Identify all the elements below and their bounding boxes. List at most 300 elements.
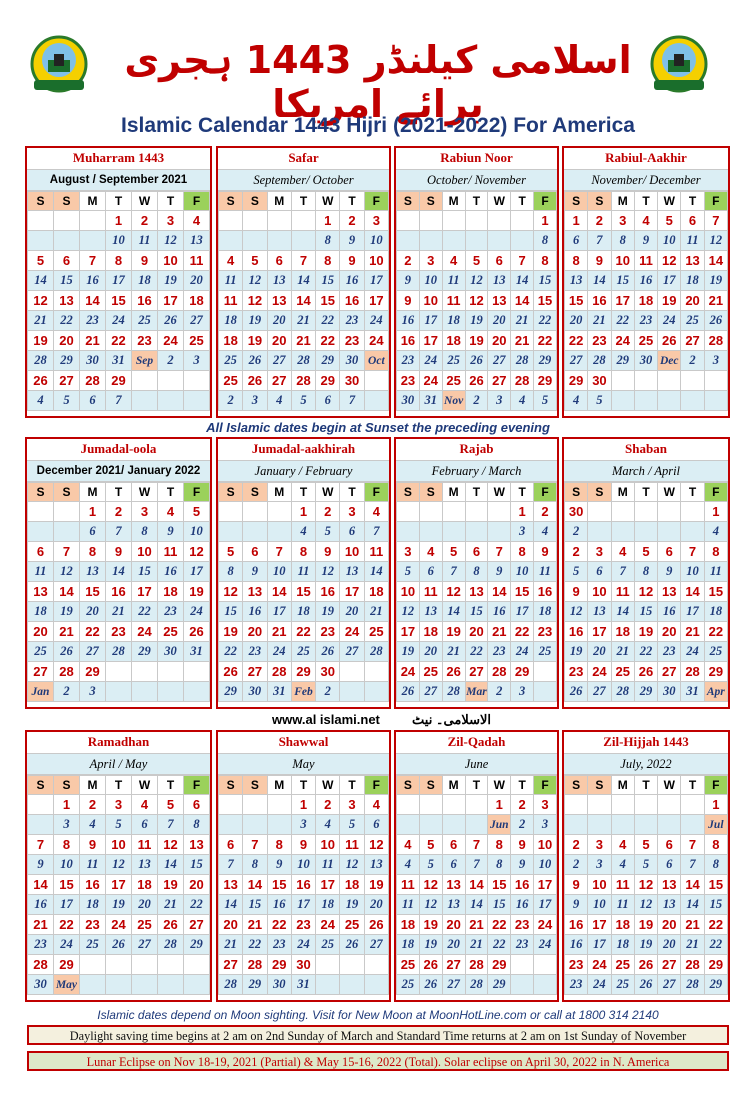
weekday-header: S	[565, 776, 588, 795]
hijri-day: 14	[80, 291, 106, 311]
hijri-day: 10	[316, 835, 340, 855]
hijri-day: 20	[658, 915, 681, 935]
hijri-day: 3	[340, 795, 364, 815]
gregorian-day: 13	[184, 231, 210, 251]
hijri-day: 20	[465, 622, 488, 642]
gregorian-day: 24	[534, 935, 557, 955]
hijri-day: 2	[511, 795, 534, 815]
gregorian-day: 2	[565, 522, 588, 542]
gregorian-day: 11	[291, 562, 315, 582]
gregorian-day: 23	[634, 311, 657, 331]
weekday-header: F	[704, 192, 727, 211]
hijri-day: 6	[488, 251, 511, 271]
hijri-day: 11	[419, 582, 442, 602]
hijri-day: 1	[704, 502, 727, 522]
hijri-day	[158, 371, 184, 391]
hijri-day: 19	[419, 915, 442, 935]
gregorian-month-start: Mar	[465, 682, 488, 702]
gregorian-day: 9	[634, 231, 657, 251]
hijri-day: 25	[364, 622, 388, 642]
hijri-day: 19	[634, 622, 657, 642]
gregorian-day	[634, 522, 657, 542]
hijri-day	[634, 371, 657, 391]
gregorian-day	[340, 975, 364, 995]
weekday-header: T	[511, 192, 534, 211]
hijri-day: 16	[565, 622, 588, 642]
hijri-month-name: Shawwal	[218, 732, 389, 754]
hijri-day	[184, 955, 210, 975]
hijri-day: 6	[54, 251, 80, 271]
hijri-day: 19	[364, 875, 388, 895]
gregorian-day: 20	[340, 602, 364, 622]
weekday-header: S	[588, 483, 611, 502]
gregorian-day: 24	[681, 642, 704, 662]
hijri-day: 25	[397, 955, 420, 975]
gregorian-day	[488, 231, 511, 251]
hijri-day: 13	[465, 582, 488, 602]
hijri-day: 4	[611, 835, 634, 855]
hijri-day: 23	[534, 622, 557, 642]
hijri-day: 26	[364, 915, 388, 935]
hijri-day: 18	[419, 622, 442, 642]
gregorian-day: 28	[588, 351, 611, 371]
weekday-header: T	[511, 776, 534, 795]
weekday-header: W	[658, 483, 681, 502]
hijri-day: 25	[442, 371, 465, 391]
hijri-day: 1	[80, 502, 106, 522]
hijri-day: 3	[611, 211, 634, 231]
gregorian-day: 26	[106, 935, 132, 955]
hijri-day	[704, 371, 727, 391]
hijri-day: 29	[291, 662, 315, 682]
hijri-day: 26	[28, 371, 54, 391]
hijri-day: 7	[54, 542, 80, 562]
hijri-day: 16	[565, 915, 588, 935]
gregorian-day: 3	[588, 855, 611, 875]
gregorian-day: 16	[397, 311, 420, 331]
gregorian-day: 27	[565, 351, 588, 371]
hijri-day: 15	[488, 875, 511, 895]
hijri-day: 6	[28, 542, 54, 562]
hijri-day: 4	[397, 835, 420, 855]
gregorian-day: 26	[465, 351, 488, 371]
hijri-day: 14	[511, 291, 534, 311]
hijri-day: 29	[511, 662, 534, 682]
weekday-header: M	[442, 776, 465, 795]
gregorian-day: 17	[511, 602, 534, 622]
hijri-day: 9	[534, 542, 557, 562]
gregorian-day: 19	[565, 642, 588, 662]
hijri-day: 9	[511, 835, 534, 855]
hijri-month-name: Jumadal-aakhirah	[218, 439, 389, 461]
hijri-day	[465, 502, 488, 522]
gregorian-day: 30	[658, 682, 681, 702]
gregorian-day: 24	[106, 311, 132, 331]
gregorian-day	[658, 391, 681, 411]
hijri-day: 18	[611, 622, 634, 642]
gregorian-day	[54, 522, 80, 542]
hijri-day: 8	[54, 835, 80, 855]
gregorian-day	[397, 522, 420, 542]
hijri-day	[54, 502, 80, 522]
gregorian-day: 16	[28, 895, 54, 915]
gregorian-day: 20	[267, 311, 291, 331]
gregorian-day: 24	[364, 311, 388, 331]
gregorian-day	[340, 682, 364, 702]
gregorian-day: 29	[488, 975, 511, 995]
gregorian-day: 13	[267, 271, 291, 291]
gregorian-day: 2	[54, 682, 80, 702]
hijri-day: 9	[291, 835, 315, 855]
month-table	[27, 482, 210, 702]
weekday-header: W	[132, 776, 158, 795]
gregorian-day: 14	[442, 602, 465, 622]
hijri-day: 1	[511, 502, 534, 522]
gregorian-months: August / September 2021	[27, 170, 210, 191]
gregorian-day: 30	[80, 351, 106, 371]
gregorian-day	[442, 231, 465, 251]
gregorian-day: 26	[340, 935, 364, 955]
hijri-day: 2	[132, 211, 158, 231]
gregorian-month-start: Dec	[658, 351, 681, 371]
hijri-day	[54, 211, 80, 231]
gregorian-day: 12	[340, 855, 364, 875]
hijri-day	[588, 795, 611, 815]
gregorian-day: 4	[28, 391, 54, 411]
gregorian-day	[28, 522, 54, 542]
weekday-header: M	[80, 192, 106, 211]
gregorian-day: 22	[611, 311, 634, 331]
hijri-day: 17	[588, 915, 611, 935]
gregorian-day	[611, 391, 634, 411]
gregorian-day: 28	[681, 975, 704, 995]
hijri-day: 10	[158, 251, 184, 271]
gregorian-day: 28	[219, 975, 243, 995]
gregorian-day: 29	[634, 682, 657, 702]
weekday-header: T	[634, 483, 657, 502]
gregorian-day	[488, 522, 511, 542]
hijri-day	[419, 795, 442, 815]
gregorian-day	[28, 231, 54, 251]
weekday-header: S	[243, 483, 267, 502]
hijri-day: 21	[681, 622, 704, 642]
gregorian-day: 22	[184, 895, 210, 915]
gregorian-day: 4	[565, 391, 588, 411]
gregorian-day: 18	[397, 935, 420, 955]
gregorian-day	[219, 815, 243, 835]
weekday-header: W	[132, 483, 158, 502]
weekday-header: S	[219, 483, 243, 502]
hijri-day: 24	[106, 915, 132, 935]
gregorian-day: 8	[316, 231, 340, 251]
gregorian-day: 8	[704, 855, 727, 875]
gregorian-day	[634, 815, 657, 835]
gregorian-day: 14	[291, 271, 315, 291]
gregorian-day: 26	[243, 351, 267, 371]
gregorian-day: 20	[658, 935, 681, 955]
gregorian-day: 6	[588, 562, 611, 582]
gregorian-month-start: Sep	[132, 351, 158, 371]
gregorian-months: January / February	[218, 461, 389, 482]
hijri-day	[132, 662, 158, 682]
weekday-header: F	[704, 776, 727, 795]
weekday-header: W	[658, 776, 681, 795]
gregorian-day: 19	[106, 895, 132, 915]
hijri-day: 22	[704, 622, 727, 642]
gregorian-day: 21	[588, 311, 611, 331]
gregorian-day	[219, 522, 243, 542]
hijri-day	[634, 502, 657, 522]
gregorian-day: 11	[28, 562, 54, 582]
hijri-day: 22	[704, 915, 727, 935]
hijri-day: 30	[316, 662, 340, 682]
hijri-day	[588, 502, 611, 522]
weekday-header: T	[681, 483, 704, 502]
gregorian-day: 4	[267, 391, 291, 411]
hijri-day: 26	[465, 371, 488, 391]
hijri-day: 27	[184, 915, 210, 935]
hijri-day: 12	[442, 582, 465, 602]
gregorian-day: 29	[243, 975, 267, 995]
hijri-day: 28	[704, 331, 727, 351]
hijri-day: 27	[658, 955, 681, 975]
gregorian-month-start: Apr	[704, 682, 727, 702]
gregorian-day: 14	[465, 895, 488, 915]
gregorian-day: 23	[28, 935, 54, 955]
hijri-day: 11	[634, 251, 657, 271]
gregorian-day: 24	[588, 975, 611, 995]
weekday-header: F	[184, 483, 210, 502]
hijri-day	[132, 371, 158, 391]
hijri-day: 5	[243, 251, 267, 271]
gregorian-day: 14	[611, 602, 634, 622]
hijri-day: 2	[565, 835, 588, 855]
weekday-header: S	[397, 776, 420, 795]
hijri-day: 19	[442, 622, 465, 642]
hijri-day: 17	[340, 582, 364, 602]
hijri-month-name: Jumadal-oola	[27, 439, 210, 461]
hijri-day: 13	[28, 582, 54, 602]
hijri-day	[243, 795, 267, 815]
hijri-day	[267, 211, 291, 231]
weekday-header: S	[419, 483, 442, 502]
hijri-day: 25	[219, 371, 243, 391]
hijri-day	[364, 662, 388, 682]
gregorian-day: 15	[534, 271, 557, 291]
gregorian-day: 23	[488, 642, 511, 662]
gregorian-day: 28	[291, 351, 315, 371]
hijri-day: 16	[511, 875, 534, 895]
hijri-day: 3	[106, 795, 132, 815]
gregorian-day: 29	[611, 351, 634, 371]
gregorian-day: 10	[106, 231, 132, 251]
hijri-day: 16	[106, 582, 132, 602]
weekday-header: M	[611, 483, 634, 502]
month-block	[394, 437, 559, 709]
hijri-day	[80, 955, 106, 975]
website-link[interactable]: www.al islami.net	[272, 712, 380, 727]
gregorian-day: 15	[219, 602, 243, 622]
hijri-day	[219, 795, 243, 815]
hijri-day: 22	[316, 331, 340, 351]
weekday-header: W	[132, 192, 158, 211]
gregorian-day: 10	[291, 855, 315, 875]
hijri-day: 17	[364, 291, 388, 311]
hijri-day: 1	[704, 795, 727, 815]
gregorian-day: 22	[219, 642, 243, 662]
weekday-header: M	[267, 776, 291, 795]
gregorian-day: 12	[419, 895, 442, 915]
hijri-day: 23	[80, 915, 106, 935]
hijri-day: 14	[267, 582, 291, 602]
gregorian-day: 11	[219, 271, 243, 291]
gregorian-day: 15	[184, 855, 210, 875]
hijri-day: 29	[267, 955, 291, 975]
gregorian-day	[106, 682, 132, 702]
hijri-day: 26	[634, 955, 657, 975]
gregorian-day: 20	[488, 311, 511, 331]
gregorian-day: 15	[488, 895, 511, 915]
hijri-month-name: Zil-Hijjah 1443	[564, 732, 728, 754]
hijri-day: 27	[267, 371, 291, 391]
hijri-day: 7	[704, 211, 727, 231]
gregorian-day: 5	[397, 562, 420, 582]
gregorian-day: 28	[28, 351, 54, 371]
gregorian-day: 27	[419, 682, 442, 702]
hijri-day: 20	[28, 622, 54, 642]
hijri-day: 10	[106, 835, 132, 855]
gregorian-day: 25	[219, 351, 243, 371]
gregorian-day: 10	[419, 271, 442, 291]
weekday-header: W	[316, 776, 340, 795]
hijri-day: 8	[267, 835, 291, 855]
hijri-day: 26	[243, 371, 267, 391]
hijri-day	[28, 211, 54, 231]
hijri-day: 27	[219, 955, 243, 975]
hijri-day: 29	[704, 955, 727, 975]
hijri-day: 22	[511, 622, 534, 642]
gregorian-day	[28, 815, 54, 835]
gregorian-day: 23	[80, 311, 106, 331]
gregorian-day: 4	[611, 855, 634, 875]
gregorian-months: April / May	[27, 754, 210, 775]
hijri-day: 9	[316, 542, 340, 562]
hijri-day: 18	[397, 915, 420, 935]
gregorian-day: 30	[158, 642, 184, 662]
gregorian-day: 31	[106, 351, 132, 371]
hijri-day	[267, 795, 291, 815]
gregorian-day: 17	[588, 935, 611, 955]
hijri-day: 28	[80, 371, 106, 391]
hijri-day: 7	[243, 835, 267, 855]
hijri-day: 15	[534, 291, 557, 311]
weekday-header: S	[243, 192, 267, 211]
hijri-day: 1	[291, 795, 315, 815]
gregorian-day: 18	[80, 895, 106, 915]
weekday-header: T	[291, 483, 315, 502]
hijri-day: 13	[267, 291, 291, 311]
gregorian-day	[316, 975, 340, 995]
website-line	[0, 712, 756, 730]
hijri-day: 25	[158, 622, 184, 642]
hijri-day: 12	[634, 582, 657, 602]
hijri-day: 13	[54, 291, 80, 311]
month-table	[218, 191, 389, 411]
gregorian-day: 8	[611, 231, 634, 251]
hijri-day: 11	[158, 542, 184, 562]
hijri-day: 7	[28, 835, 54, 855]
gregorian-day: 26	[634, 975, 657, 995]
hijri-day: 18	[364, 582, 388, 602]
gregorian-day: 10	[511, 562, 534, 582]
hijri-day: 28	[243, 955, 267, 975]
hijri-day: 18	[340, 875, 364, 895]
gregorian-day	[534, 975, 557, 995]
hijri-day: 20	[442, 915, 465, 935]
gregorian-day: 8	[184, 815, 210, 835]
gregorian-day: 4	[704, 522, 727, 542]
gregorian-day: 23	[511, 935, 534, 955]
hijri-day	[28, 795, 54, 815]
gregorian-day: 24	[658, 311, 681, 331]
gregorian-day: 21	[465, 935, 488, 955]
hijri-day: 16	[588, 291, 611, 311]
gregorian-day: 20	[442, 935, 465, 955]
weekday-header: S	[419, 192, 442, 211]
gregorian-day: 18	[534, 602, 557, 622]
weekday-header: T	[511, 483, 534, 502]
gregorian-day	[243, 815, 267, 835]
hijri-day: 12	[158, 835, 184, 855]
hijri-day: 14	[28, 875, 54, 895]
hijri-day: 9	[565, 875, 588, 895]
gregorian-day: 3	[511, 682, 534, 702]
gregorian-day: 9	[511, 855, 534, 875]
gregorian-day: 14	[28, 271, 54, 291]
gregorian-day: 7	[681, 855, 704, 875]
hijri-day: 11	[219, 291, 243, 311]
gregorian-day	[611, 815, 634, 835]
hijri-day	[316, 955, 340, 975]
hijri-day: 5	[658, 211, 681, 231]
gregorian-day: 13	[80, 562, 106, 582]
gregorian-day: 29	[316, 351, 340, 371]
hijri-day: 25	[340, 915, 364, 935]
hijri-day: 1	[291, 502, 315, 522]
month-table	[564, 191, 728, 411]
gregorian-day: 29	[704, 975, 727, 995]
weekday-header: S	[588, 776, 611, 795]
gregorian-day	[681, 391, 704, 411]
gregorian-day: 21	[291, 311, 315, 331]
gregorian-day: 29	[219, 682, 243, 702]
hijri-day: 3	[588, 835, 611, 855]
gregorian-day	[588, 815, 611, 835]
hijri-day: 17	[316, 875, 340, 895]
gregorian-day: 26	[397, 682, 420, 702]
weekday-header: S	[565, 483, 588, 502]
hijri-day	[397, 211, 420, 231]
gregorian-day: 2	[316, 682, 340, 702]
weekday-header: F	[184, 192, 210, 211]
gregorian-day: 16	[158, 562, 184, 582]
gregorian-day: 19	[340, 895, 364, 915]
gregorian-day: 21	[442, 642, 465, 662]
gregorian-day: 16	[658, 602, 681, 622]
gregorian-day	[611, 522, 634, 542]
hijri-day: 12	[465, 291, 488, 311]
month-block	[216, 437, 391, 709]
